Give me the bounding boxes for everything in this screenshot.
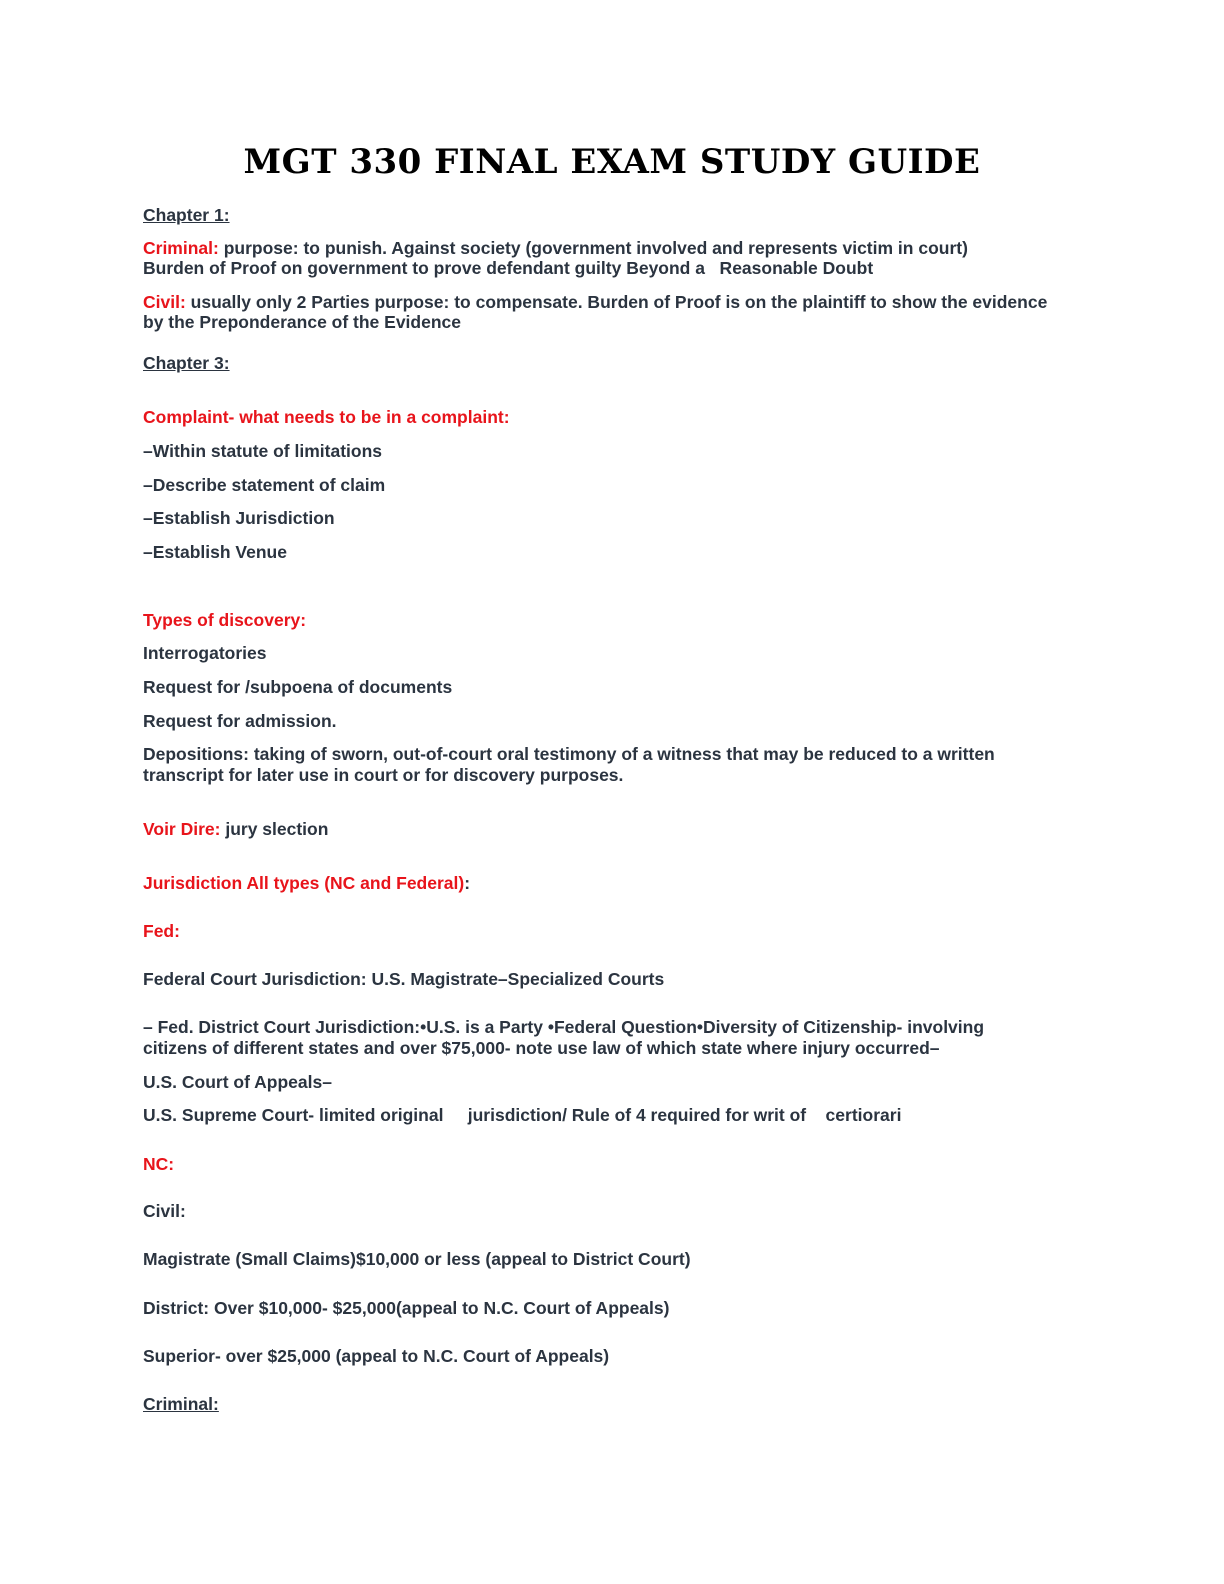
civil-burden: by the Preponderance of the Evidence	[143, 312, 461, 332]
criminal-text: purpose: to punish. Against society (government involved and represents victim in court)	[218, 238, 968, 258]
discovery-item: Request for admission.	[143, 711, 337, 731]
voir-dire-text: jury slection	[220, 819, 329, 839]
jurisdiction-heading-text: Jurisdiction All types (NC and Federal)	[143, 873, 465, 893]
voir-dire	[143, 819, 1103, 840]
nc-superior: Superior- over $25,000 (appeal to N.C. Court of Appeals)	[143, 1346, 610, 1366]
criminal-definition	[143, 238, 1103, 259]
criminal-burden: Burden of Proof on government to prove defendant guilty Beyond a Reasonable Doubt	[143, 258, 874, 278]
jurisdiction-colon: :	[464, 873, 471, 893]
page-title: MGT 330 FINAL EXAM STUDY GUIDE	[243, 142, 981, 182]
jurisdiction-heading	[143, 873, 1103, 894]
fed-heading: Fed:	[143, 921, 180, 941]
discovery-heading: Types of discovery:	[143, 610, 307, 630]
fed-district-line: – Fed. District Court Jurisdiction:•U.S. is a Party •Federal Question•Diversity of Citizenship- involving	[143, 1017, 985, 1037]
civil-text: usually only 2 Parties purpose: to compensate. Burden of Proof is on the plaintiff to show the evidence	[185, 292, 1048, 312]
civil-definition	[143, 292, 1103, 313]
complaint-heading: Complaint- what needs to be in a complaint:	[143, 407, 510, 427]
complaint-item: –Describe statement of claim	[143, 475, 386, 495]
nc-magistrate: Magistrate (Small Claims)$10,000 or less (appeal to District Court)	[143, 1249, 691, 1269]
nc-heading: NC:	[143, 1154, 175, 1174]
court-of-appeals: U.S. Court of Appeals–	[143, 1072, 332, 1092]
complaint-item: –Establish Jurisdiction	[143, 508, 335, 528]
nc-civil-heading: Civil:	[143, 1201, 186, 1221]
complaint-item: –Establish Venue	[143, 542, 287, 562]
voir-dire-label: Voir Dire:	[143, 819, 221, 839]
depositions-line: transcript for later use in court or for discovery purposes.	[143, 765, 624, 785]
depositions-line: Depositions: taking of sworn, out-of-court oral testimony of a witness that may be reduced to a written	[143, 744, 995, 764]
chapter-3-heading: Chapter 3:	[143, 353, 230, 373]
nc-district: District: Over $10,000- $25,000(appeal to N.C. Court of Appeals)	[143, 1298, 670, 1318]
criminal-label: Criminal:	[143, 238, 219, 258]
fed-district-line: citizens of different states and over $75,000- note use law of which state where injury occurred–	[143, 1038, 940, 1058]
discovery-item: Interrogatories	[143, 643, 267, 663]
supreme-court: U.S. Supreme Court- limited original jurisdiction/ Rule of 4 required for writ of certiorari	[143, 1105, 902, 1125]
federal-court-jurisdiction: Federal Court Jurisdiction: U.S. Magistrate–Specialized Courts	[143, 969, 665, 989]
nc-criminal-heading: Criminal:	[143, 1394, 219, 1414]
chapter-1-heading: Chapter 1:	[143, 205, 230, 225]
discovery-item: Request for /subpoena of documents	[143, 677, 453, 697]
complaint-item: –Within statute of limitations	[143, 441, 383, 461]
civil-label: Civil:	[143, 292, 186, 312]
